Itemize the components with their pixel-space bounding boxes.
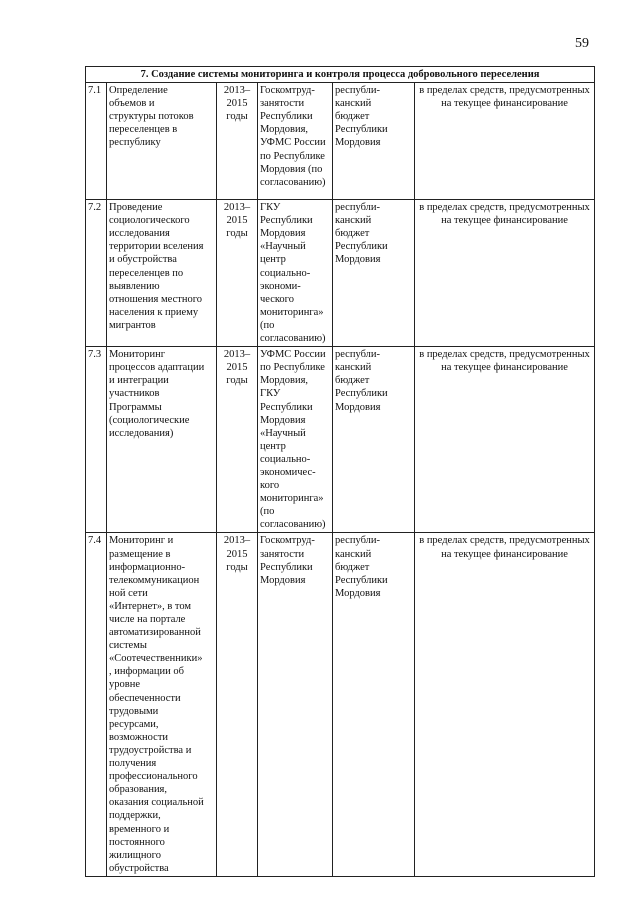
executor-cell (258, 347, 333, 533)
source-text: республи- канский бюджет Республики Мордовия (335, 535, 388, 599)
section-title: 7. Создание системы мониторинга и контроля процесса добровольного переселения (86, 67, 595, 83)
source-cell (333, 347, 415, 533)
financing-cell (415, 200, 595, 347)
table-row (86, 83, 595, 200)
activity-text: Определение объемов и структуры потоков переселенцев в республику (109, 85, 194, 149)
executor-text: ГКУ Республики Мордовия «Научный центр социально- экономи- ческого мониторинга» (по согласованию) (260, 202, 326, 345)
activity-cell (107, 83, 217, 200)
financing-cell (415, 533, 595, 876)
program-table (85, 66, 595, 877)
financing-cell (415, 83, 595, 200)
period-text: 2013– 2015 годы (223, 202, 251, 240)
table-row (86, 533, 595, 876)
page-number: 59 (575, 36, 589, 51)
financing-text: в пределах средств, предусмотренных на текущее финансирование (419, 535, 590, 560)
activity-text: Мониторинг и размещение в информационно- телекоммуникацион ной сети «Интернет», в том числе на портале автоматизированной системы «Соотечественники» , информации об уровне обеспеченности трудовыми ресурсами, возможности трудоустройства и получения профессионального образования, оказания социальной поддержки, временного и постоянного жилищного обустройства (109, 535, 204, 874)
source-text: республи- канский бюджет Республики Мордовия (335, 85, 388, 149)
source-cell (333, 83, 415, 200)
row-number: 7.4 (86, 533, 107, 876)
period-cell (217, 83, 258, 200)
period-text: 2013– 2015 годы (223, 349, 251, 387)
executor-text: Госкомтруд- занятости Республики Мордовия (260, 535, 315, 586)
row-number: 7.2 (86, 200, 107, 347)
activity-cell (107, 200, 217, 347)
source-cell (333, 200, 415, 347)
executor-cell (258, 533, 333, 876)
financing-text: в пределах средств, предусмотренных на текущее финансирование (419, 349, 590, 374)
activity-cell (107, 533, 217, 876)
table-row (86, 347, 595, 533)
source-cell (333, 533, 415, 876)
period-cell (217, 347, 258, 533)
activity-cell (107, 347, 217, 533)
row-number: 7.1 (86, 83, 107, 200)
activity-text: Проведение социологического исследования территории вселения и обустройства переселенцев по выявлению отношения местного населения к приему мигрантов (109, 202, 204, 331)
executor-text: Госкомтруд- занятости Республики Мордовия, УФМС России по Республике Мордовия (по согласованию) (260, 85, 326, 188)
financing-cell (415, 347, 595, 533)
row-number: 7.3 (86, 347, 107, 533)
source-text: республи- канский бюджет Республики Мордовия (335, 349, 388, 413)
financing-text: в пределах средств, предусмотренных на текущее финансирование (419, 202, 590, 227)
table-row (86, 200, 595, 347)
section-header-row (86, 67, 595, 83)
period-text: 2013– 2015 годы (223, 535, 251, 573)
period-cell (217, 533, 258, 876)
activity-text: Мониторинг процессов адаптации и интеграции участников Программы (социологические исследования) (109, 349, 205, 439)
executor-text: УФМС России по Республике Мордовия, ГКУ Республики Мордовия «Научный центр социально- экономичес- кого мониторинга» (по согласованию) (260, 349, 326, 531)
financing-text: в пределах средств, предусмотренных на текущее финансирование (419, 85, 590, 110)
period-text: 2013– 2015 годы (223, 85, 251, 123)
executor-cell (258, 200, 333, 347)
source-text: республи- канский бюджет Республики Мордовия (335, 202, 388, 266)
executor-cell (258, 83, 333, 200)
period-cell (217, 200, 258, 347)
